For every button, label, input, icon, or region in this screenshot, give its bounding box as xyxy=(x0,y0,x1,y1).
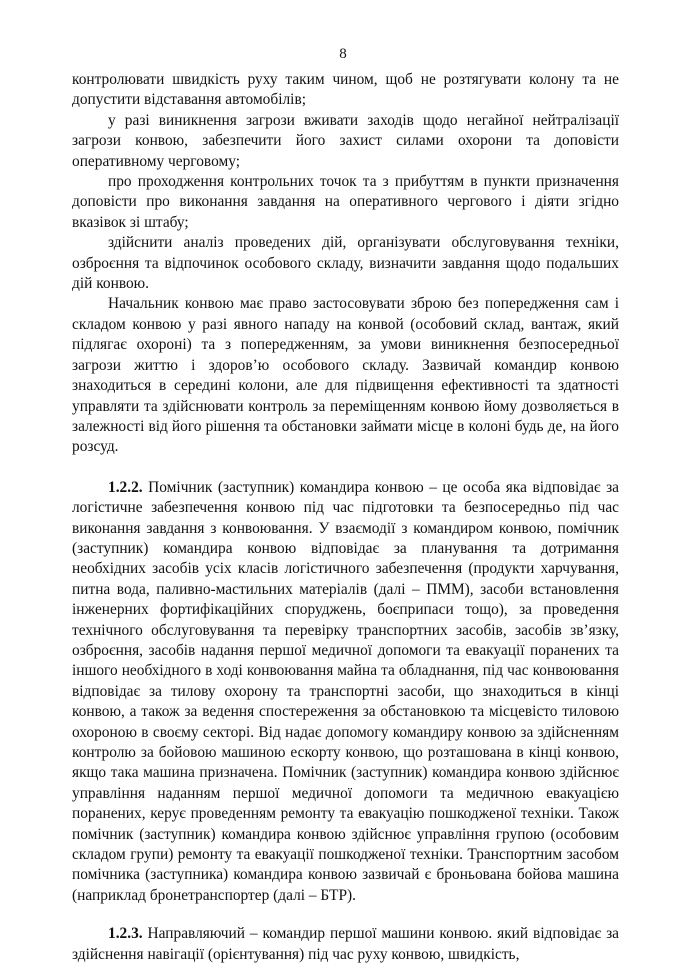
section-number: 1.2.3. xyxy=(108,925,143,943)
paragraph-continuation: контролювати швидкість руху таким чином, щоб не розтягувати колону та не допустити відставання автомобілів; xyxy=(72,71,619,109)
paragraph-duty-threat: у разі виникнення загрози вживати заходів щодо негайної нейтралізації загрози конвою, забезпечити його захист силами охорони та доповісти оперативному черговому; xyxy=(72,111,619,170)
paragraph-duty-checkpoints: про проходження контрольних точок та з прибуттям в пункти призначення доповісти про виконання завдання на оперативного чергового і діяти згідно вказівок зі штабу; xyxy=(72,173,619,231)
paragraph-weapons-use: Начальник конвою має право застосовувати зброю без попередження сам і складом конвою у разі явного нападу на конвой (особовий склад, вантаж, який підлягає охороні) та з попередженням, за умови виникнення безпосередньої загрози життю і здоров’ю особового складу. Зазвичай командир конвою знаходиться в середині колони, але для підвищення ефективності та здатності управляти та здійснювати контроль за переміщенням конвою йому дозволяється в залежності від його рішення та обстановки займати місце в колоні будь де, на його розсуд. xyxy=(72,295,619,456)
section-text: Помічник (заступник) командира конвою – це особа яка відповідає за логістичне забезпечення конвою під час підготовки та безпосередньо під час виконання завдання з конвоювання. У взаємодії з командиром конвою, помічник (заступник) командира конвою відповідає за планування та дотримання необхідних засобів усіх класів логістичного забезпечення (продукти харчування, питна вода, паливно-мастильних матеріалів (далі – ПММ), засоби встановлення інженерних фортифікаційних споруджень, боєприпаси тощо), за проведення технічного обслуговування та перевірку транспортних засобів, засобів зв’язку, озброєння, засобів надання першої медичної допомоги та евакуації поранених та іншого необхідного в ході конвоювання майна та обладнання, під час конвоювання відповідає за тилову охорону та транспортні засоби, що знаходиться в кінці конвою, а також за ведення спостереження за обстановкою та місцевісто тиловою охороною в своєму секторі. Від надає допомогу командиру конвою за здійсненням контролю за бойовою машиною ескорту конвою, що розташована в кінці конвою, якщо така машина призначена. Помічник (заступник) командира конвою здійснює управління наданням першої медичної допомоги та медичною евакуацією поранених, керує проведенням ремонту та евакуацію пошкодженої техніки. Також помічник (заступник) командира конвою здійснює управління групою (особовим складом групи) ремонту та евакуації пошкодженої техніки. Транспортним засобом помічника (заступника) командира конвою зазвичай є броньована бойова машина (наприклад бронетранспортер (далі – БТР). xyxy=(72,478,619,904)
section-number: 1.2.2. xyxy=(108,478,143,496)
page-body xyxy=(72,70,619,965)
section-1-2-3 xyxy=(72,924,619,965)
section-text: Направляючий – командир першої машини конвою. який відповідає за здійснення навігації (орієнтування) під час руху конвою, швидкість, xyxy=(72,925,619,963)
section-1-2-2 xyxy=(72,478,619,907)
paragraph-duty-analysis: здійснити аналіз проведених дій, організувати обслуговування техніки, озброєння та відпочинок особового складу, визначити завдання щодо подальших дій конвою. xyxy=(72,234,619,293)
page-number: 8 xyxy=(339,46,347,62)
